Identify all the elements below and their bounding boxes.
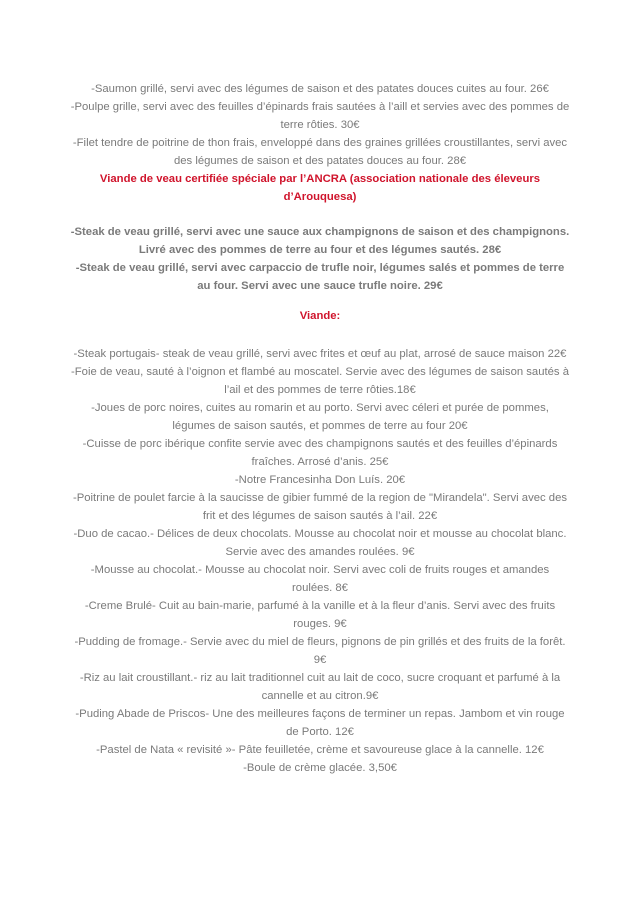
menu-item: -Boule de crème glacée. 3,50€	[243, 762, 397, 774]
menu-item: -Notre Francesinha Don Luís. 20€	[234, 474, 406, 486]
veal-items	[70, 223, 570, 295]
menu-item: -Steak portugais- steak de veau grillé, servi avec frites et œuf au plat, arrosé de sauce maison 22€	[73, 348, 567, 360]
menu-item: -Poulpe grille, servi avec des feuilles d’épinards frais sautées à l’aill et servies avec des pommes de terre rôties. 30€	[70, 101, 570, 131]
menu-item: -Pudding de fromage.- Servie avec du miel de fleurs, pignons de pin grillés et des fruits de la forêt. 9€	[74, 636, 566, 666]
veal-heading: Viande de veau certifiée spéciale par l’ANCRA (association nationale des éleveurs d’Arouquesa)	[99, 173, 541, 203]
menu-item: -Foie de veau, sauté à l’oignon et flambé au moscatel. Servie avec des légumes de saison sautés à l’ail et des pommes de terre rôties.18€	[71, 366, 569, 396]
meat-items	[70, 345, 570, 777]
menu-item: -Steak de veau grillé, servi avec carpaccio de trufle noir, légumes salés et pommes de terre au four. Servi avec une sauce trufle noire. 29€	[75, 262, 565, 292]
menu-item: -Mousse au chocolat.- Mousse au chocolat noir. Servi avec coli de fruits rouges et amandes roulées. 8€	[90, 564, 550, 594]
menu-item: -Filet tendre de poitrine de thon frais, enveloppé dans des graines grillées croustillantes, servi avec des légumes de saison et des patates douces au four. 28€	[72, 137, 568, 167]
menu-item: -Pastel de Nata « revisité »- Pâte feuilletée, crème et savoureuse glace à la cannelle. 12€	[96, 744, 544, 756]
menu-item: -Poitrine de poulet farcie à la saucisse de gibier fummé de la region de "Mirandela". Servi avec des frit et des légumes de saison sautés à l’ail. 22€	[72, 492, 568, 522]
menu-item: -Riz au lait croustillant.- riz au lait traditionnel cuit au lait de coco, sucre croquant et parfumé à la cannelle et au citron.9€	[79, 672, 561, 702]
menu-item: -Duo de cacao.- Délices de deux chocolats. Mousse au chocolat noir et mousse au chocolat blanc. Servie avec des amandes roulées. 9€	[73, 528, 567, 558]
menu-item: -Creme Brulé- Cuit au bain-marie, parfumé à la vanille et à la fleur d’anis. Servi avec des fruits rouges. 9€	[84, 600, 556, 630]
menu-page	[70, 80, 570, 777]
menu-item: -Saumon grillé, servi avec des légumes de saison et des patates douces cuites au four. 26€	[91, 83, 549, 95]
menu-item: -Joues de porc noires, cuites au romarin et au porto. Servi avec céleri et purée de pommes, légumes de saison sautés, et pommes de terre au four 20€	[91, 402, 549, 432]
fish-items	[70, 80, 570, 170]
menu-item: -Steak de veau grillé, servi avec une sauce aux champignons de saison et des champignons. Livré avec des pommes de terre au four et des légumes sautés. 28€	[70, 226, 570, 256]
menu-item: -Cuisse de porc ibérique confite servie avec des champignons sautés et des feuilles d’épinards fraîches. Arrosé d’anis. 25€	[82, 438, 558, 468]
menu-item: -Puding Abade de Priscos- Une des meilleures façons de terminer un repas. Jambom et vin rouge de Porto. 12€	[75, 708, 565, 738]
meat-heading: Viande:	[299, 310, 341, 322]
